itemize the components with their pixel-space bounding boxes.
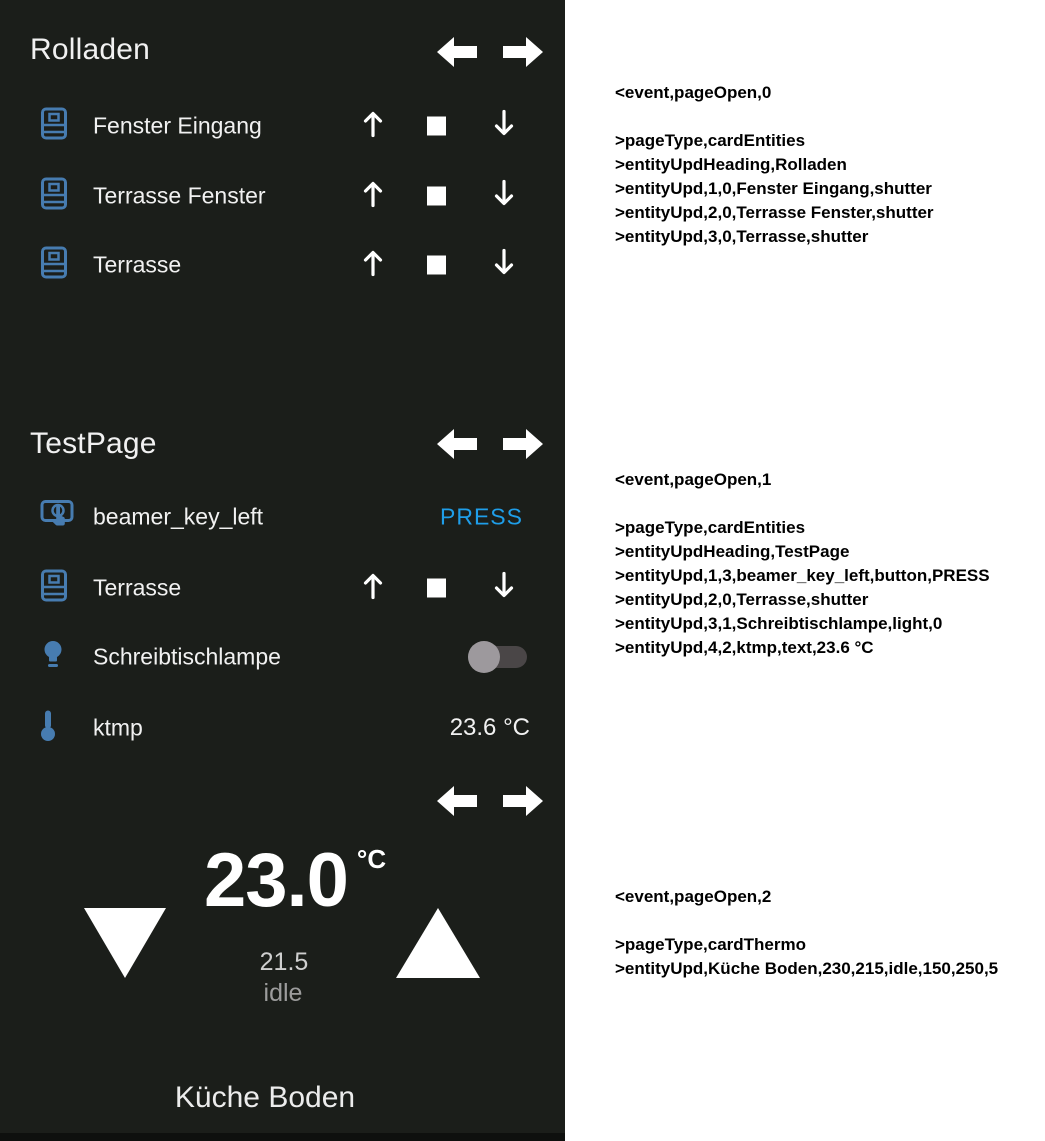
- entity-row: [0, 698, 565, 758]
- entity-row: [0, 487, 565, 547]
- lightbulb-icon: [40, 639, 66, 676]
- protocol-block-page2: [615, 885, 998, 981]
- protocol-line: >entityUpd,Küche Boden,230,215,idle,150,250,5: [615, 959, 999, 978]
- shutter-down-button[interactable]: [492, 248, 516, 283]
- protocol-block-page1: [615, 468, 990, 660]
- shutter-down-button[interactable]: [492, 109, 516, 144]
- shutter-stop-button[interactable]: [427, 256, 446, 275]
- protocol-line: >pageType,cardThermo: [615, 935, 806, 954]
- window-shutter-icon: [40, 107, 68, 146]
- entity-label: Schreibtischlampe: [93, 643, 281, 670]
- entity-label: Terrasse: [93, 251, 182, 278]
- light-toggle-switch[interactable]: [468, 641, 527, 673]
- thermo-increase-button[interactable]: [396, 908, 480, 983]
- thermo-title: Küche Boden: [174, 1081, 356, 1114]
- entity-row: [0, 96, 565, 156]
- nav-left-arrow-icon[interactable]: [437, 36, 477, 68]
- protocol-line: >entityUpdHeading,TestPage: [615, 542, 850, 561]
- thermo-temp-unit: °C: [356, 844, 387, 874]
- entity-row: [0, 558, 565, 618]
- entity-row: [0, 627, 565, 687]
- nav-right-arrow-icon[interactable]: [503, 428, 543, 460]
- protocol-line: >pageType,cardEntities: [615, 131, 806, 150]
- shutter-up-button[interactable]: [361, 109, 385, 144]
- protocol-line: >entityUpd,1,3,beamer_key_left,button,PRESS: [615, 566, 990, 585]
- press-button[interactable]: PRESS: [440, 503, 523, 530]
- protocol-line: [615, 492, 990, 516]
- entity-label: Terrasse Fenster: [93, 182, 266, 209]
- protocol-line: <event,pageOpen,2: [615, 887, 772, 906]
- thermometer-icon: [40, 709, 56, 748]
- toggle-knob: [468, 641, 500, 673]
- shutter-stop-button[interactable]: [427, 117, 446, 136]
- protocol-line: <event,pageOpen,1: [615, 470, 772, 489]
- entity-label: Fenster Eingang: [93, 112, 262, 139]
- protocol-line: [615, 105, 934, 129]
- shutter-up-button[interactable]: [361, 179, 385, 214]
- shutter-up-button[interactable]: [361, 248, 385, 283]
- entity-row: [0, 166, 565, 226]
- shutter-down-button[interactable]: [492, 571, 516, 606]
- card-heading-testpage: TestPage: [30, 427, 157, 460]
- protocol-line: >entityUpdHeading,Rolladen: [615, 155, 847, 174]
- gesture-tap-button-icon: [40, 499, 74, 536]
- shutter-stop-button[interactable]: [427, 579, 446, 598]
- window-shutter-icon: [40, 177, 68, 216]
- protocol-line: <event,pageOpen,0: [615, 83, 772, 102]
- nav-left-arrow-icon[interactable]: [437, 428, 477, 460]
- thermo-state: idle: [263, 979, 303, 1007]
- entity-label: ktmp: [93, 714, 143, 741]
- panel-bottom-edge: [0, 1133, 565, 1141]
- protocol-line: >entityUpd,2,0,Terrasse,shutter: [615, 590, 869, 609]
- entity-label: beamer_key_left: [93, 503, 264, 530]
- window-shutter-icon: [40, 569, 68, 608]
- card-heading-rolladen: Rolladen: [30, 33, 151, 66]
- protocol-block-page0: [615, 81, 934, 249]
- thermo-current-temperature: [204, 838, 387, 923]
- entity-value-temperature: 23.6 °C: [449, 714, 530, 741]
- protocol-line: >entityUpd,2,0,Terrasse Fenster,shutter: [615, 203, 934, 222]
- shutter-up-button[interactable]: [361, 571, 385, 606]
- protocol-line: >entityUpd,3,0,Terrasse,shutter: [615, 227, 869, 246]
- entity-label: Terrasse: [93, 574, 182, 601]
- nav-right-arrow-icon[interactable]: [503, 36, 543, 68]
- thermo-decrease-button[interactable]: [84, 908, 166, 983]
- protocol-line: >pageType,cardEntities: [615, 518, 806, 537]
- thermo-temp-value: 23.0: [204, 838, 348, 923]
- protocol-line: >entityUpd,1,0,Fenster Eingang,shutter: [615, 179, 932, 198]
- protocol-line: >entityUpd,3,1,Schreibtischlampe,light,0: [615, 614, 943, 633]
- protocol-line: [615, 909, 998, 933]
- nav-left-arrow-icon[interactable]: [437, 785, 477, 817]
- shutter-down-button[interactable]: [492, 179, 516, 214]
- nav-right-arrow-icon[interactable]: [503, 785, 543, 817]
- entity-row: [0, 235, 565, 295]
- thermo-target-temperature: 21.5: [259, 948, 309, 976]
- shutter-stop-button[interactable]: [427, 187, 446, 206]
- window-shutter-icon: [40, 246, 68, 285]
- protocol-line: >entityUpd,4,2,ktmp,text,23.6 °C: [615, 638, 874, 657]
